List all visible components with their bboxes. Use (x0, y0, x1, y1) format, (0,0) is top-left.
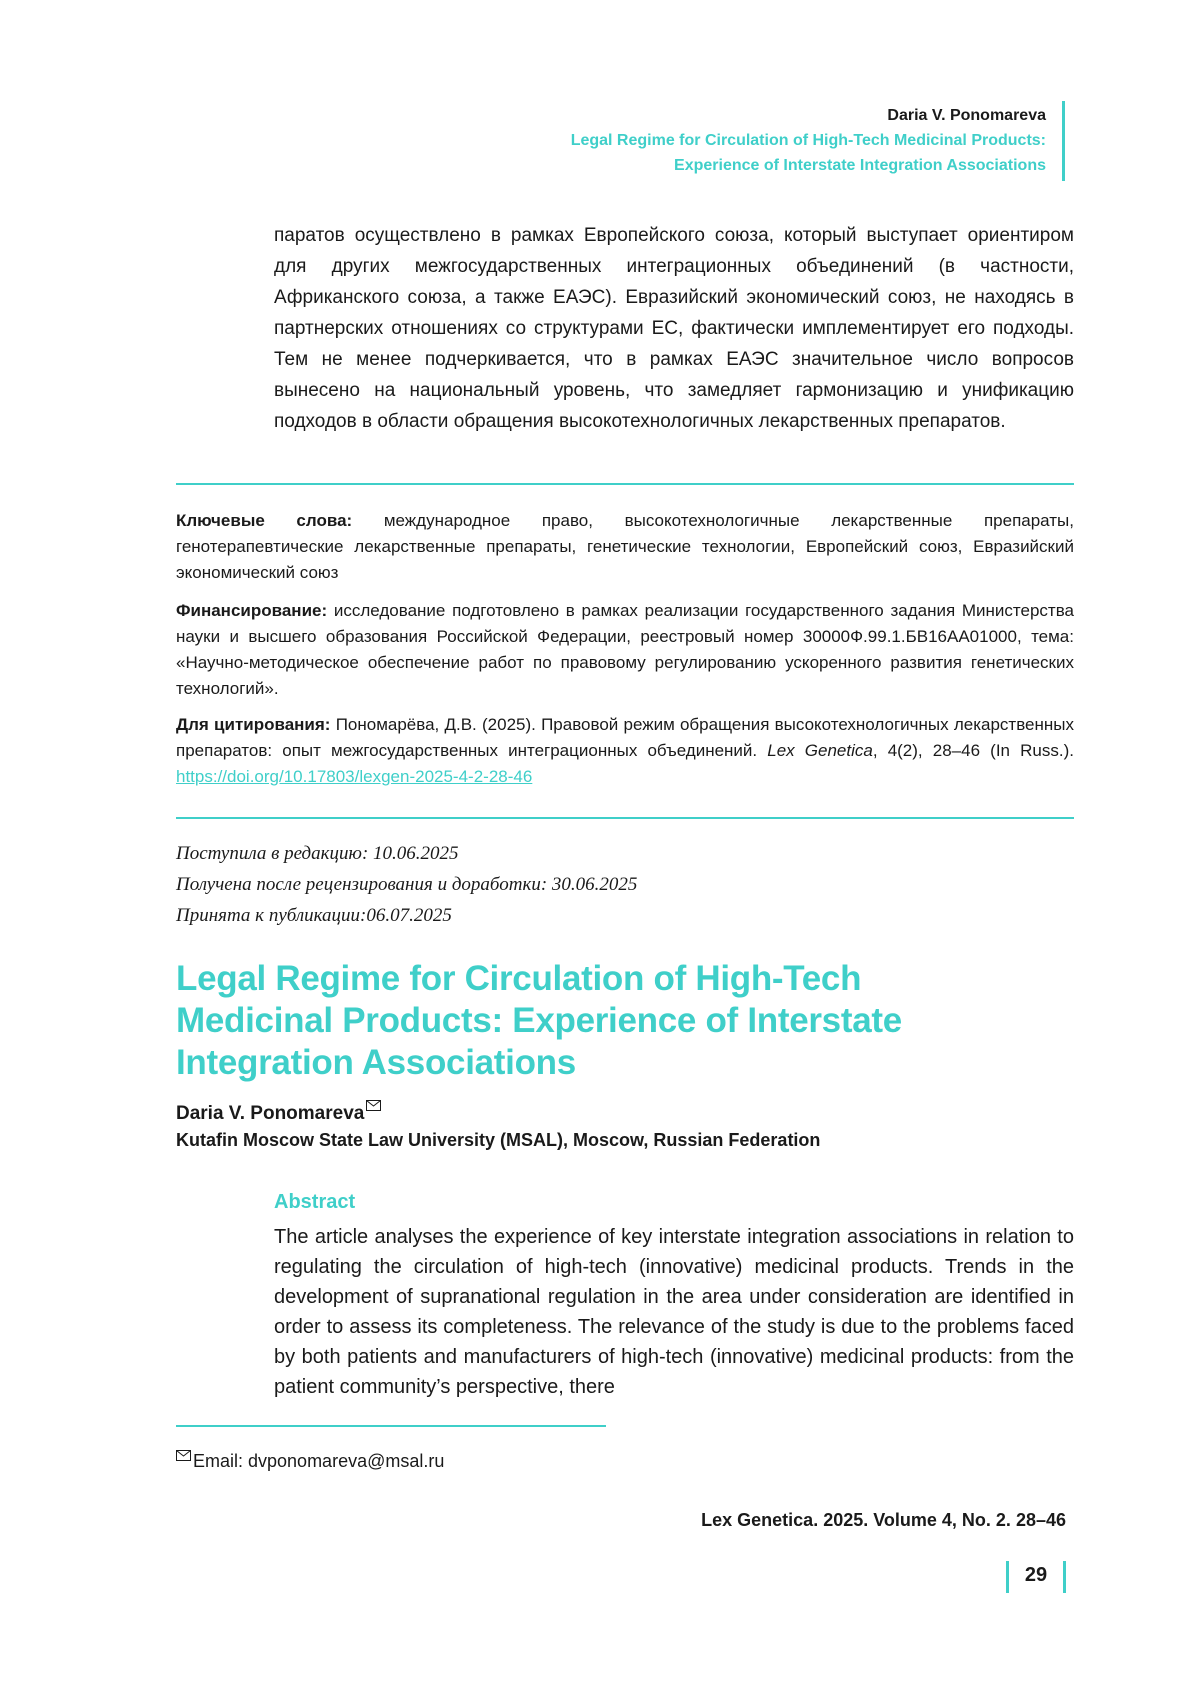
keywords-text: международное право, высокотехнологичные лекарственные препараты, генотерапевтические лекарственные препараты, генетические технологии, Европейский союз, Евразийский экономический союз (176, 511, 1074, 582)
english-author-name: Daria V. Ponomareva (176, 1103, 365, 1124)
page-number: 29 (1024, 1564, 1048, 1586)
journal-reference: Lex Genetica. 2025. Volume 4, No. 2. 28–46 (701, 1510, 1066, 1530)
article-dates (176, 838, 876, 931)
doi-link[interactable]: https://doi.org/10.17803/lexgen-2025-4-2-28-46 (176, 767, 533, 786)
citation-text: Пономарёва, Д.В. (2025). Правовой режим обращения высокотехнологичных лекарственных препаратов: опыт межгосударственных интеграционных объединений. (176, 715, 1074, 760)
running-header-title-line2: Experience of Interstate Integration Associations (674, 157, 1046, 174)
divider-middle (176, 817, 1074, 819)
ru-abstract-text: паратов осуществлено в рамках Европейского союза, который выступает ориентиром для других межгосударственных интеграционных объединений (в частности, Африканского союза, а также ЕАЭС). Евразийский экономический союз, не находясь в партнерских отношениях со структурами ЕС, фактически имплементирует его подходы. Тем не менее подчеркивается, что в рамках ЕАЭС значительное число вопросов вынесено на национальный уровень, что замедляет гармонизацию и унификацию подходов в области обращения высокотехнологичных лекарственных препаратов. (274, 225, 1074, 432)
keywords-label: Ключевые слова: (176, 511, 353, 530)
footnote-mail-icon (176, 1450, 191, 1461)
running-header (426, 103, 1058, 178)
page-number-box (1006, 1561, 1066, 1593)
footnote (176, 1450, 444, 1472)
date-received: Поступила в редакцию: 10.06.2025 (176, 843, 459, 864)
abstract-heading: Abstract (274, 1191, 356, 1213)
ru-abstract-continuation (274, 220, 1074, 437)
running-header-title-line1: Legal Regime for Circulation of High-Tech Medicinal Products: (570, 132, 1046, 149)
citation-label: Для цитирования: (176, 715, 331, 734)
date-accepted: Принята к публикации:06.07.2025 (176, 905, 452, 926)
footnote-email: Email: dvponomareva@msal.ru (193, 1451, 445, 1471)
running-header-author: Daria V. Ponomareva (887, 107, 1046, 124)
english-title: Legal Regime for Circulation of High-Tech Medicinal Products: Experience of Interstate Integration Associations (176, 959, 902, 1082)
keywords-block (176, 508, 1074, 586)
divider-top (176, 483, 1074, 485)
funding-block (176, 598, 1074, 702)
page-number-bar-right (1063, 1561, 1066, 1593)
english-affiliation: Kutafin Moscow State Law University (MSAL), Moscow, Russian Federation (176, 1130, 821, 1150)
english-author (176, 1100, 381, 1125)
footnote-rule (176, 1425, 606, 1427)
english-abstract: The article analyses the experience of key interstate integration associations in relation to regulating the circulation of high-tech (innovative) medicinal products. Trends in the development of supranational regulation in the area under consideration are identified in order to assess its completeness. The relevance of the study is due to the problems faced by both patients and manufacturers of high-tech (innovative) medicinal products: from the patient community’s perspective, there (274, 1226, 1074, 1398)
citation-journal: Lex Genetica (767, 741, 873, 760)
funding-text: исследование подготовлено в рамках реализации государственного задания Министерства науки и высшего образования Российской Федерации, реестровый номер 30000Ф.99.1.БВ16АА01000, тема: «Научно-методическое обеспечение работ по правовому регулированию ускоренного развития генетических технологий». (176, 601, 1074, 698)
citation-volume: , 4(2), 28–46 (In Russ.). (872, 741, 1074, 760)
date-revised: Получена после рецензирования и доработки: 30.06.2025 (176, 874, 638, 895)
funding-label: Финансирование: (176, 601, 328, 620)
mail-icon (366, 1100, 381, 1111)
running-header-bar (1062, 101, 1065, 181)
citation-block (176, 712, 1074, 790)
